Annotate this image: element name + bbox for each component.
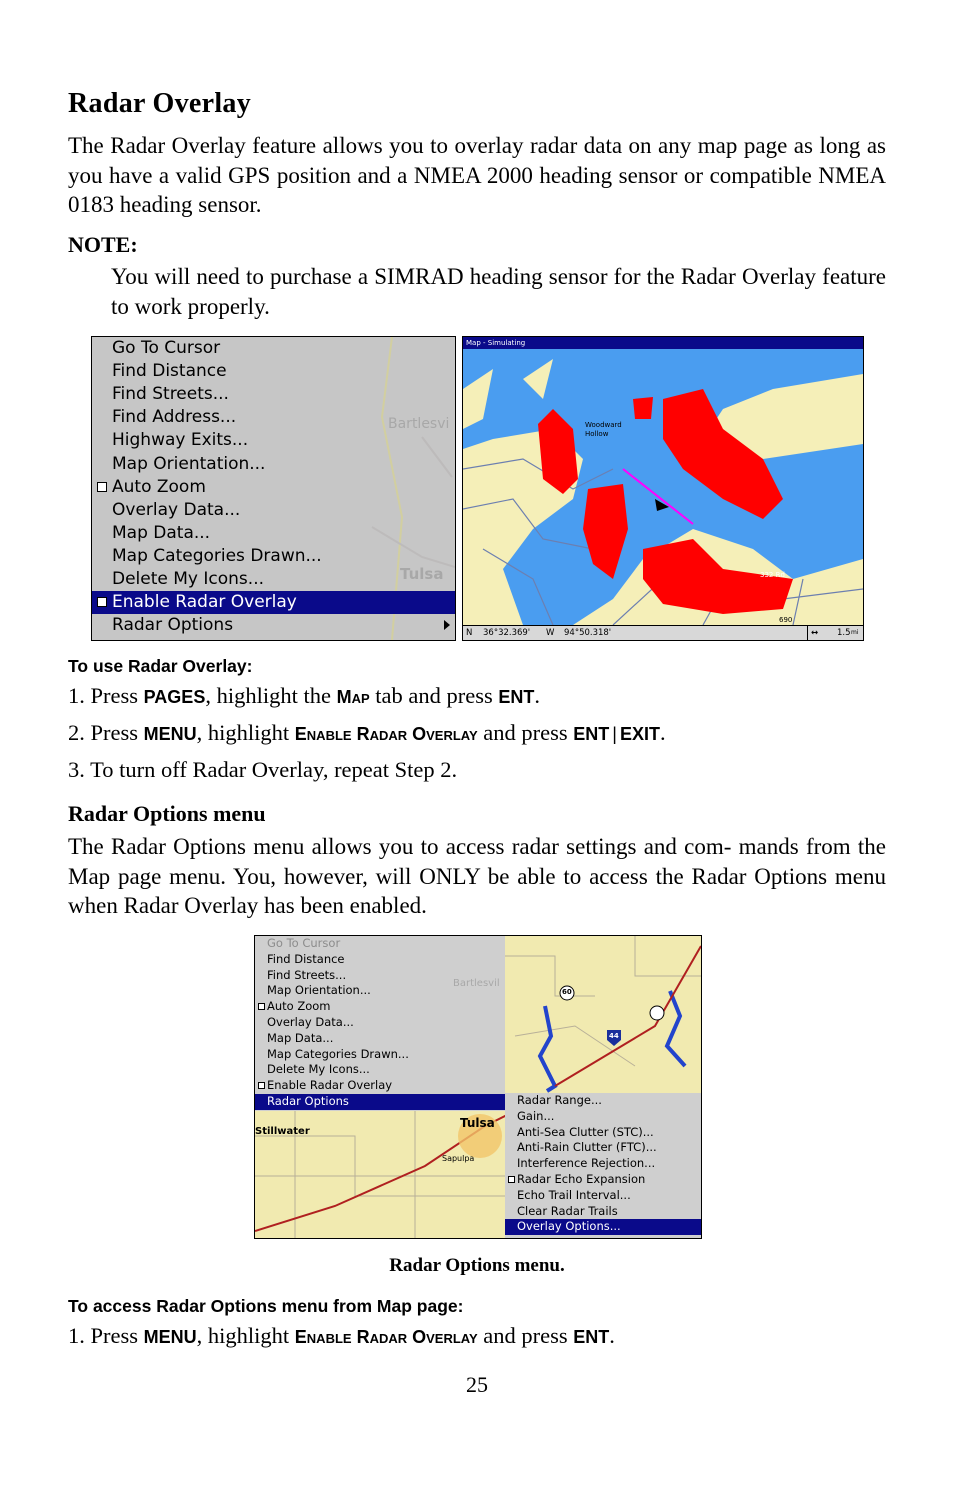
highway-60-label: 60	[562, 988, 572, 996]
menu-item-radar-range[interactable]	[505, 1093, 701, 1109]
key-ent: ENT	[573, 724, 610, 744]
menu-item-radar-options[interactable]	[92, 614, 455, 637]
radar-overlay-map	[462, 336, 864, 641]
menu-item-label: Find Streets...	[112, 384, 229, 405]
menu-item-anti-sea-clutter-stc[interactable]	[505, 1125, 701, 1141]
key-menu: MENU	[143, 724, 197, 744]
step-2-post: and press	[477, 720, 574, 745]
map-label-bartlesville: Bartlesvil	[453, 978, 500, 989]
menu-item-enable-radar-overlay[interactable]	[255, 1078, 505, 1094]
menu-item-go-to-cursor[interactable]	[255, 936, 505, 952]
menu-item-label: Interference Rejection...	[517, 1156, 656, 1171]
menu-item-overlay-data[interactable]	[92, 499, 455, 522]
menu-item-label: Radar Echo Expansion	[517, 1172, 646, 1186]
menu-item-label: Map Orientation...	[112, 453, 266, 474]
menu-item-map-categories-drawn[interactable]	[92, 545, 455, 568]
radar-options-paragraph: The Radar Options menu allows you to access radar settings and com- mands from the Map page menu. You, however, will ONLY be able to access the Radar Options menu when Radar Overlay has been enabled.	[68, 834, 886, 918]
menu-item-find-streets[interactable]	[92, 383, 455, 406]
menu-item-interference-rejection[interactable]	[505, 1156, 701, 1172]
map-label-sapulpa: Sapulpa	[442, 1154, 475, 1163]
menu-item-overlay-options[interactable]	[505, 1219, 701, 1235]
key-ent: ENT	[498, 687, 535, 707]
step-2-prefix: 2. Press	[68, 720, 144, 745]
position-status-bar	[463, 625, 863, 640]
menu-item-label: Enable Radar Overlay	[112, 592, 297, 613]
map-label-tulsa: Tulsa	[460, 1116, 495, 1130]
menu-item-label: Map Data...	[267, 1030, 334, 1045]
interstate-44-label: 44	[609, 1032, 619, 1040]
road-label-332: 332 Rd	[760, 571, 785, 579]
menu-item-gain[interactable]	[505, 1109, 701, 1125]
menu-item-label: Delete My Icons...	[267, 1062, 370, 1077]
menu-item-label: Delete My Icons...	[112, 569, 264, 589]
menu-item-label: Find Address...	[112, 407, 237, 428]
menu-item-label: Highway Exits...	[112, 430, 249, 451]
menu-item-anti-rain-clutter-ftc[interactable]	[505, 1140, 701, 1156]
menu-item-radar-options[interactable]	[255, 1094, 505, 1110]
map-title-bar: Map - Simulating	[463, 337, 863, 349]
map-label-stillwater: Stillwater	[255, 1126, 310, 1137]
lat-prefix: N	[466, 628, 473, 638]
zoom-unit: mi	[851, 629, 859, 636]
step-3: 3. To turn off Radar Overlay, repeat Step 2.	[68, 757, 458, 782]
menu-item-label: Map Categories Drawn...	[267, 1046, 409, 1061]
menu-item-label: Radar Range...	[517, 1093, 602, 1107]
menu-item-map-orientation[interactable]	[92, 453, 455, 476]
menu-enable-radar-overlay: Enable Radar Overlay	[294, 1327, 478, 1347]
menu-item-label: Radar Options	[267, 1094, 349, 1108]
key-pages: PAGES	[143, 687, 206, 707]
step-2-mid: , highlight	[196, 720, 295, 745]
map-label-bartlesville: Bartlesvi	[388, 416, 450, 432]
key-ent: ENT	[573, 1327, 610, 1347]
menu-item-go-to-cursor[interactable]	[92, 337, 455, 360]
menu-item-auto-zoom[interactable]	[255, 999, 505, 1015]
menu-item-highway-exits[interactable]	[92, 429, 455, 452]
radar-options-subheading: Radar Options menu	[68, 801, 266, 826]
menu-item-label: Map Categories Drawn...	[112, 545, 322, 566]
zoom-value: 1.5	[837, 628, 851, 638]
menu-item-label: Clear Radar Trails	[517, 1203, 618, 1218]
menu-item-label: Go To Cursor	[112, 338, 221, 358]
menu-item-label: Gain...	[517, 1108, 555, 1123]
menu-item-find-streets[interactable]	[255, 968, 505, 984]
intro-paragraph: The Radar Overlay feature allows you to overlay radar data on any map page as long as you have a valid GPS position and a NMEA 2000 heading sensor or compatible NMEA 0183 heading sensor.	[68, 133, 886, 217]
menu-item-label: Anti-Rain Clutter (FTC)...	[517, 1140, 657, 1155]
key-exit: EXIT	[619, 724, 660, 744]
menu-item-label: Find Distance	[112, 361, 227, 382]
checkbox-icon[interactable]	[258, 1003, 265, 1010]
longitude-readout: 94°50.318'	[564, 628, 612, 638]
menu-item-radar-echo-expansion[interactable]	[505, 1172, 701, 1188]
map-page-menu	[255, 936, 505, 1111]
step-1-end: .	[534, 683, 540, 708]
menu-item-enable-radar-overlay[interactable]	[92, 591, 455, 614]
menu-item-find-distance[interactable]	[255, 952, 505, 968]
menu-item-auto-zoom[interactable]	[92, 476, 455, 499]
menu-item-find-address[interactable]	[92, 406, 455, 429]
radar-map-graphic	[463, 349, 863, 625]
use-radar-overlay-heading: To use Radar Overlay:	[68, 656, 253, 676]
menu-item-find-distance[interactable]	[92, 360, 455, 383]
access-step-1-post: and press	[477, 1323, 574, 1348]
menu-item-label: Enable Radar Overlay	[267, 1078, 393, 1093]
place-label-woodward: Woodward	[585, 421, 622, 429]
step-2-end: .	[659, 720, 666, 745]
step-1-mid: , highlight the	[205, 683, 337, 708]
step-2	[68, 720, 666, 746]
checkbox-icon[interactable]	[97, 482, 107, 492]
menu-item-label: Overlay Data...	[267, 1015, 354, 1029]
menu-item-overlay-data[interactable]	[255, 1015, 505, 1031]
menu-item-label: Go To Cursor	[267, 936, 341, 950]
menu-item-label: Anti-Sea Clutter (STC)...	[517, 1124, 654, 1139]
checkbox-icon[interactable]	[508, 1176, 515, 1183]
menu-item-map-orientation[interactable]	[255, 983, 505, 999]
menu-item-label: Overlay Data...	[112, 499, 241, 520]
access-step-1-prefix: 1. Press	[68, 1323, 144, 1348]
menu-item-delete-my-icons[interactable]	[92, 568, 455, 591]
step-1	[68, 683, 540, 709]
menu-item-label: Find Streets...	[267, 967, 347, 982]
access-step-1	[68, 1323, 615, 1349]
key-separator: |	[612, 724, 617, 744]
key-menu: MENU	[143, 1327, 197, 1347]
access-step-1-end: .	[609, 1323, 615, 1348]
note-label: NOTE:	[68, 232, 138, 257]
place-label-hollow: Hollow	[585, 430, 609, 438]
map-label-tulsa: Tulsa	[400, 565, 444, 583]
radar-options-submenu	[505, 1093, 701, 1238]
map-menu-screenshot	[91, 336, 456, 641]
menu-item-map-data[interactable]	[92, 522, 455, 545]
status-divider	[807, 626, 808, 640]
menu-item-label: Auto Zoom	[112, 476, 206, 497]
tab-map: Map	[336, 687, 370, 707]
menu-enable-radar-overlay: Enable Radar Overlay	[294, 724, 478, 744]
checkbox-icon[interactable]	[258, 1082, 265, 1089]
figure-caption: Radar Options menu.	[389, 1255, 565, 1276]
menu-item-label: Map Data...	[112, 522, 211, 543]
menu-item-label: Overlay Options...	[517, 1219, 621, 1234]
access-step-1-mid: , highlight	[196, 1323, 295, 1348]
zoom-range-icon: ↔	[811, 628, 819, 638]
menu-item-map-categories-drawn[interactable]	[255, 1047, 505, 1063]
step-1-post: tab and press	[369, 683, 499, 708]
menu-item-delete-my-icons[interactable]	[255, 1062, 505, 1078]
menu-item-label: Map Orientation...	[267, 983, 371, 998]
map-page-menu	[92, 337, 455, 640]
page-number: 25	[466, 1372, 488, 1397]
note-text: You will need to purchase a SIMRAD heading sensor for the Radar Overlay feature to work properly.	[111, 264, 886, 319]
menu-item-map-data[interactable]	[255, 1031, 505, 1047]
menu-item-echo-trail-interval[interactable]	[505, 1188, 701, 1204]
step-1-prefix: 1. Press	[68, 683, 144, 708]
menu-item-label: Find Distance	[267, 951, 345, 966]
menu-item-label: Radar Options	[112, 615, 234, 636]
submenu-arrow-icon	[444, 620, 450, 630]
access-radar-options-heading: To access Radar Options menu from Map page:	[68, 1296, 464, 1316]
lon-prefix: W	[546, 628, 555, 638]
menu-item-label: Auto Zoom	[267, 999, 331, 1014]
menu-item-clear-radar-trails[interactable]	[505, 1204, 701, 1220]
latitude-readout: 36°32.369'	[483, 628, 531, 638]
menu-item-label: Echo Trail Interval...	[517, 1187, 631, 1202]
road-label-690: 690	[779, 616, 793, 624]
section-title: Radar Overlay	[68, 88, 252, 119]
checkbox-icon[interactable]	[97, 597, 107, 607]
radar-options-screenshot	[254, 935, 702, 1239]
